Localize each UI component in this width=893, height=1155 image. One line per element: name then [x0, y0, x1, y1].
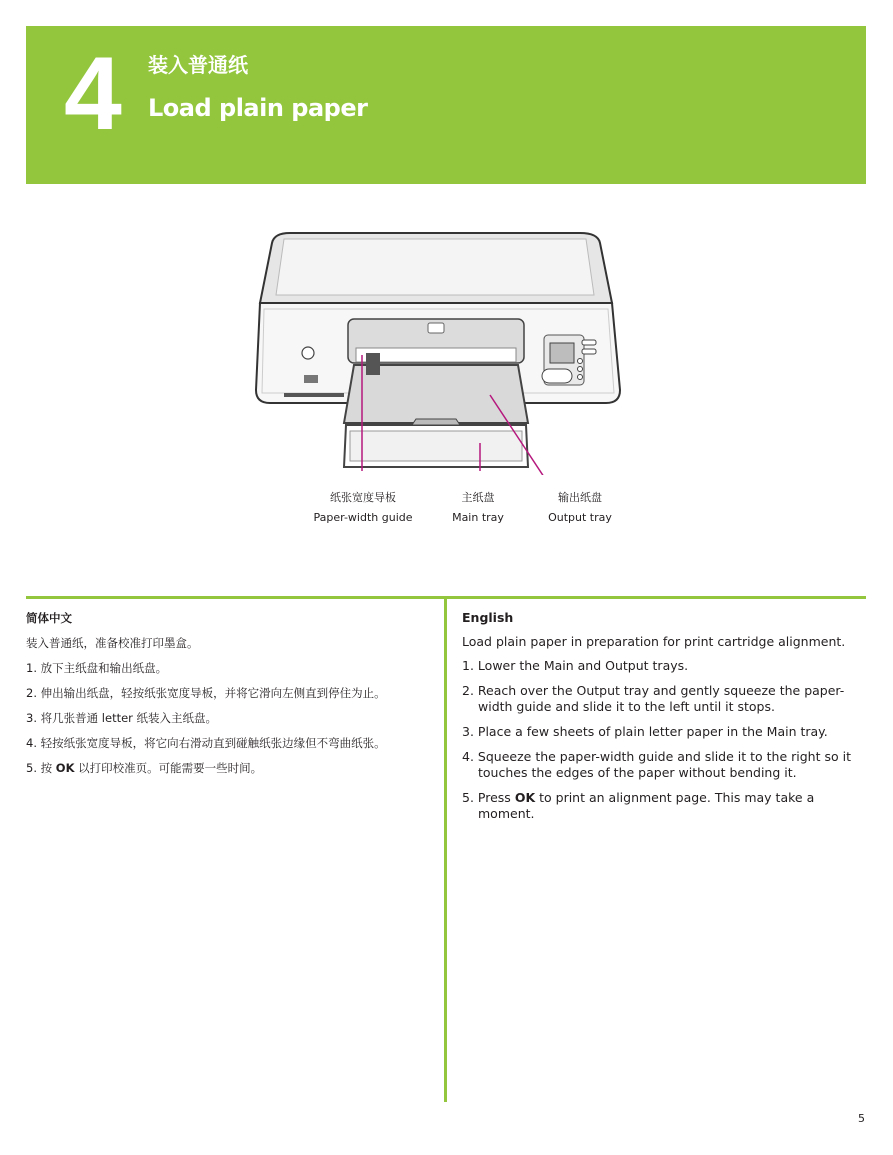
page-title-zh: 装入普通纸: [148, 53, 248, 77]
section-heading-zh: 简体中文: [26, 611, 72, 625]
usb-port: [304, 375, 318, 383]
step-item: 4. 轻按纸张宽度导板，将它向右滑动直到碰触纸张边缘但不弯曲纸张。: [26, 736, 386, 750]
power-button: [302, 347, 314, 359]
display-screen: [550, 343, 574, 363]
callout-label-zh: 输出纸盘: [558, 491, 602, 504]
ok-button-label: OK: [514, 790, 536, 805]
header-banner: [26, 26, 866, 184]
callout-output-tray: [510, 489, 650, 524]
step-item: 1. Lower the Main and Output trays.: [462, 658, 689, 673]
intro-text-zh: 装入普通纸，准备校准打印墨盒。: [26, 636, 199, 650]
callout-label-en: Paper-width guide: [313, 511, 413, 524]
callout-label-en: Main tray: [452, 511, 504, 524]
callout-label-zh: 纸张宽度导板: [330, 491, 396, 504]
callout-label-zh: 主纸盘: [461, 491, 495, 504]
column-chinese: [26, 610, 436, 785]
divider-left: [26, 596, 444, 599]
column-english: [462, 610, 866, 831]
step-item: 5. 按 OK 以打印校准页。可能需要一些时间。: [26, 761, 263, 775]
callout-label-en: Output tray: [548, 511, 612, 524]
printer-illustration: [250, 225, 640, 475]
step-item: 3. Place a few sheets of plain letter paper in the Main tray.: [462, 724, 828, 739]
step-item: 3. 将几张普通 letter 纸装入主纸盘。: [26, 711, 218, 725]
ok-button-label: OK: [55, 761, 75, 775]
steps-list-en: [462, 658, 866, 822]
step-item: 2. Reach over the Output tray and gently squeeze the paper-width guide and slide it to the left until it stops.: [462, 683, 845, 714]
steps-list-zh: [26, 660, 436, 776]
intro-text-en: Load plain paper in preparation for print cartridge alignment.: [462, 634, 846, 649]
hp-logo: [428, 323, 444, 333]
divider-vertical: [444, 596, 447, 1102]
page-number: 5: [858, 1112, 865, 1125]
step-number: 4: [64, 36, 122, 152]
step-item: 4. Squeeze the paper-width guide and slide it to the right so it touches the edges of the paper without bending it.: [462, 749, 851, 780]
divider-right: [447, 596, 866, 599]
card-slots: [284, 393, 344, 397]
section-heading-en: English: [462, 610, 514, 625]
step-item: 5. Press OK to print an alignment page. This may take a moment.: [462, 790, 815, 821]
page-title-en: Load plain paper: [148, 94, 368, 122]
printer-drawing: [250, 225, 640, 475]
printer-lid-top: [276, 239, 594, 295]
step-item: 2. 伸出输出纸盘，轻按纸张宽度导板，并将它滑向左侧直到停住为止。: [26, 686, 386, 700]
paper-width-guide: [366, 353, 380, 375]
step-item: 1. 放下主纸盘和输出纸盘。: [26, 661, 168, 675]
